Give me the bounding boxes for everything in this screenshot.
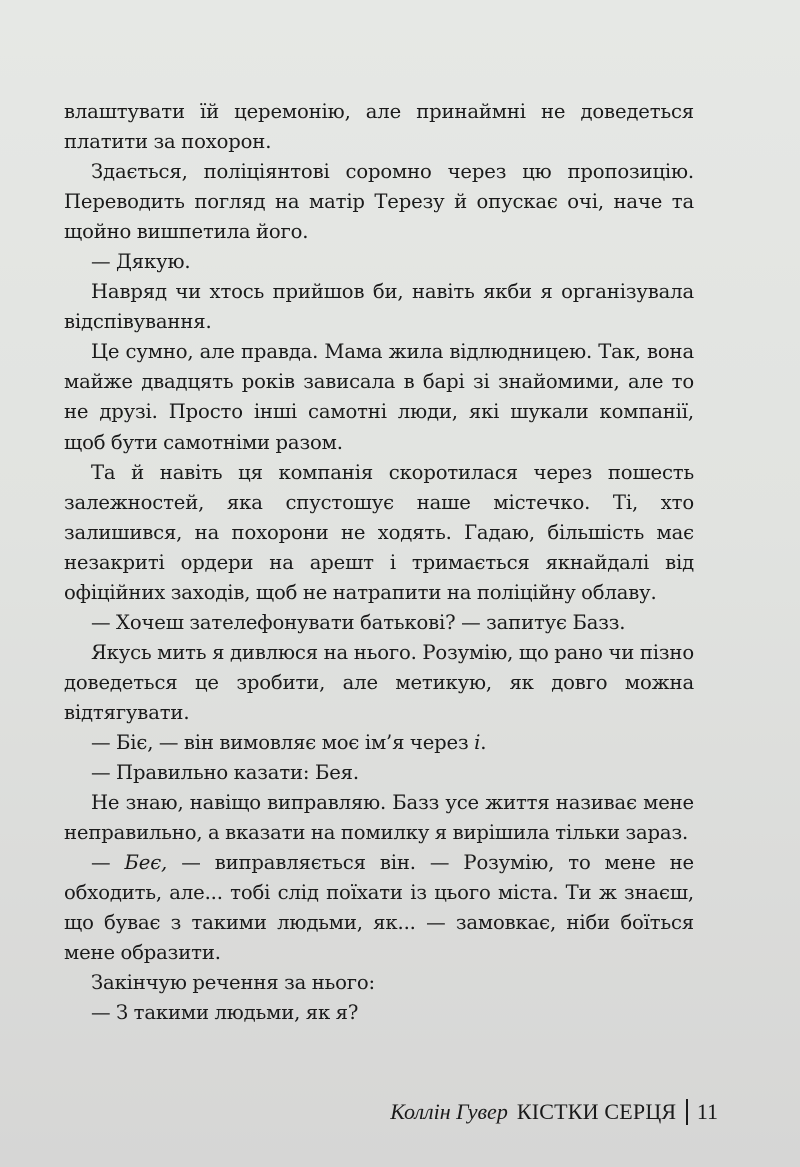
paragraph: Не знаю, навіщо виправляю. Базз усе життя називає мене неправильно, а вказати на помилку я вирішила тільки зараз. <box>64 791 694 845</box>
book-page-body <box>64 97 694 1028</box>
paragraph: Здається, поліціянтові соромно через цю пропозицію. Переводить погляд на матір Терезу й опускає очі, наче та щойно вишпетила його. <box>64 160 694 244</box>
dialogue-line: — Правильно казати: Бея. <box>91 761 359 785</box>
paragraph: влаштувати їй церемонію, але принаймні не доведеться платити за похорон. <box>64 100 694 154</box>
dialogue-line: — Хочеш зателефонувати батькові? — запитує Базз. <box>91 610 626 634</box>
paragraph: Навряд чи хтось прийшов би, навіть якби я організувала відспівування. <box>64 280 694 334</box>
text-segment: — Біє, — він вимовляє моє ім’я через <box>91 730 475 754</box>
text-segment: — <box>91 851 125 875</box>
footer-book-title: КІСТКИ СЕРЦЯ <box>516 1099 677 1124</box>
text-segment: . <box>480 730 487 754</box>
text-segment: — виправляється він. — Розумію, то мене не обходить, але... тобі слід поїхати із цього міста. Ти ж знаєш, що буває з такими людьми, як... — замовкає, ніби боїться мене образити. <box>64 851 694 965</box>
footer-divider <box>686 1099 688 1125</box>
dialogue-line: — З такими людьми, як я? <box>91 1001 359 1025</box>
italic-text: Беє, <box>124 851 168 875</box>
footer-author: Коллін Гувер <box>390 1099 508 1124</box>
paragraph: Це сумно, але правда. Мама жила відлюдницею. Так, вона майже двадцять років зависала в барі зі знайомими, але то не друзі. Просто інші самотні люди, які шукали компанії, щоб бути самотніми разом. <box>64 340 694 454</box>
dialogue-line <box>64 728 694 758</box>
paragraph: Закінчую речення за нього: <box>91 971 376 995</box>
page-number: 11 <box>696 1099 718 1124</box>
italic-text: і <box>474 730 481 754</box>
running-footer <box>390 1099 718 1125</box>
paragraph: Якусь мить я дивлюся на нього. Розумію, що рано чи пізно доведеться це зробити, але метикую, як довго можна відтягувати. <box>64 640 694 724</box>
paragraph: Та й навіть ця компанія скоротилася через пошесть залежностей, яка спустошує наше містечко. Ті, хто залишився, на похорони не ходять. Гадаю, більшість має незакриті ордери на арешт і тримається якнайдалі від офіційних заходів, щоб не натрапити на поліційну облаву. <box>64 460 694 604</box>
dialogue-line <box>64 848 694 968</box>
dialogue-line: — Дякую. <box>91 250 191 274</box>
